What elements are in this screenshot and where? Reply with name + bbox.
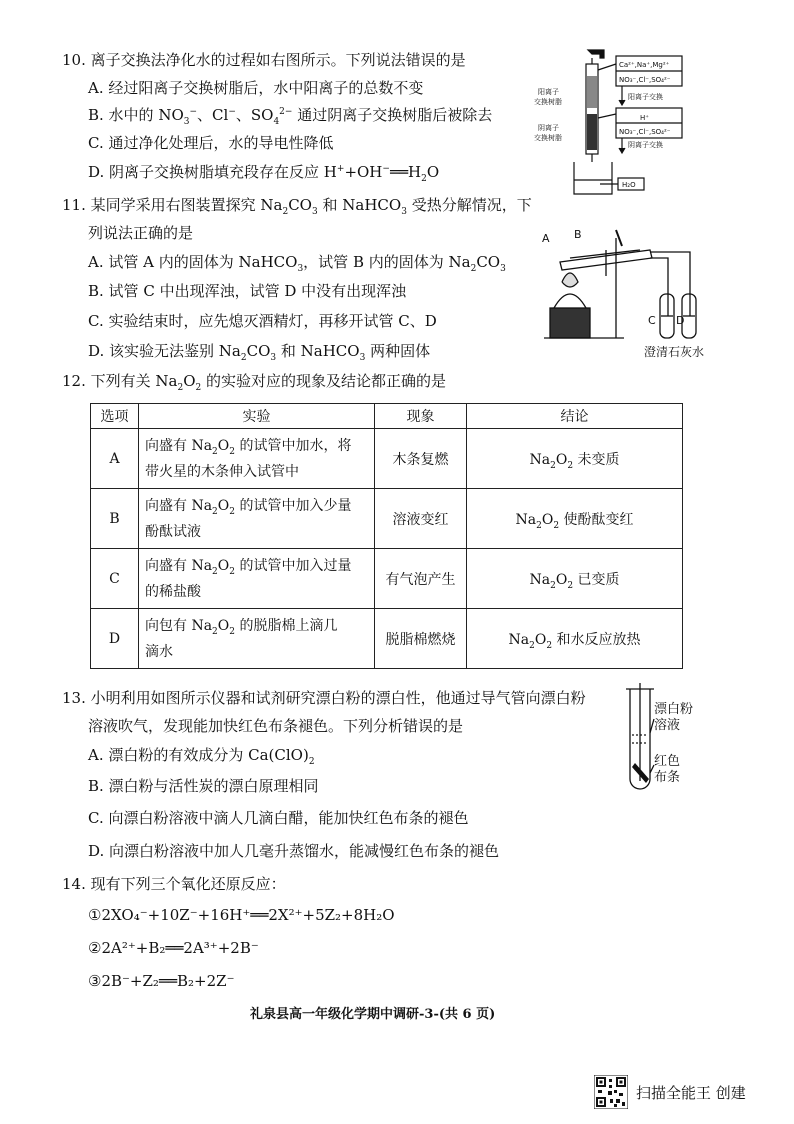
red-label: 红色 <box>654 754 681 769</box>
q13-option-c: C. 向漂白粉溶液中滴人几滴白醋，能加快红色布条的褪色 <box>88 809 469 827</box>
q11-stem-2: 列说法正确的是 <box>88 224 194 242</box>
row-conclusion: $Na_2O_2$ 和水反应放热 <box>467 609 683 669</box>
row-option: D <box>91 609 139 669</box>
anion-resin-label: 阴离子 <box>538 124 559 132</box>
q11-option-a: A. 试管 A 内的固体为 NaHCO$_3$，试管 B 内的固体为 $Na_2CO_3$ <box>88 253 506 274</box>
q13-stem-2: 溶液吹气，发现能加快红色布条褪色。下列分析错误的是 <box>88 717 464 735</box>
q10-option-a: A. 经过阳离子交换树脂后，水中阳离子的总数不变 <box>88 79 424 97</box>
box2-cation: H⁺ <box>640 114 649 122</box>
row-experiment: 向盛有 $Na_2O_2$ 的试管中加水，将 带火星的木条伸入试管中 <box>139 429 375 489</box>
q13-stem: 13. 小明利用如图所示仪器和试剂研究漂白粉的漂白性，他通过导气管向漂白粉 <box>62 689 586 707</box>
q11-option-d: D. 该实验无法鉴别 $Na_2CO_3$ 和 NaHCO$_3$ 两种固体 <box>88 342 431 363</box>
box1-anions: NO₃⁻,Cl⁻,SO₄²⁻ <box>619 76 671 84</box>
row-option: C <box>91 549 139 609</box>
label-a: A <box>542 232 550 245</box>
row-conclusion: $Na_2O_2$ 使酚酞变红 <box>467 489 683 549</box>
scanner-brand: 扫描全能王 创建 <box>636 1084 746 1102</box>
q14-stem: 14. 现有下列三个氧化还原反应： <box>62 875 286 893</box>
table-row <box>91 549 683 609</box>
q11-option-c: C. 实验结束时，应先熄灭酒精灯，再移开试管 C、D <box>88 312 437 330</box>
bleach-label: 漂白粉 <box>654 702 694 717</box>
table-row <box>91 489 683 549</box>
row-experiment: 向盛有 $Na_2O_2$ 的试管中加入少量 酚酞试液 <box>139 489 375 549</box>
q13-option-a: A. 漂白粉的有效成分为 $Ca(ClO)_2$ <box>88 746 315 767</box>
row-phenomenon: 脱脂棉燃烧 <box>375 609 467 669</box>
q14-reaction-3: ③2B⁻+Z₂══B₂+2Z⁻ <box>88 972 235 990</box>
q12-stem: 12. 下列有关 $Na_2O_2$ 的实验对应的现象及结论都正确的是 <box>62 372 447 393</box>
experiment-table <box>90 403 683 669</box>
box2-anions: NO₃⁻,Cl⁻,SO₄²⁻ <box>619 128 671 136</box>
qr-code-icon <box>594 1075 628 1109</box>
cation-resin-label-2: 交换树脂 <box>534 98 562 106</box>
row-experiment: 向盛有 $Na_2O_2$ 的试管中加入过量 的稀盐酸 <box>139 549 375 609</box>
row-conclusion: $Na_2O_2$ 未变质 <box>467 429 683 489</box>
row-phenomenon: 木条复燃 <box>375 429 467 489</box>
q10-option-c: C. 通过净化处理后，水的导电性降低 <box>88 134 334 152</box>
row-experiment: 向包有 $Na_2O_2$ 的脱脂棉上滴几 滴水 <box>139 609 375 669</box>
page-footer: 礼泉县高一年级化学期中调研-3-(共 6 页) <box>250 1007 496 1022</box>
header-option: 选项 <box>91 404 139 429</box>
table-row <box>91 609 683 669</box>
anion-resin-label-2: 交换树脂 <box>534 134 562 142</box>
q14-reaction-1: ①2XO₄⁻+10Z⁻+16H⁺══2X²⁺+5Z₂+8H₂O <box>88 906 395 924</box>
q13-option-b: B. 漂白粉与活性炭的漂白原理相同 <box>88 777 319 795</box>
anion-exchange-label: 阴离子交换 <box>628 141 663 149</box>
q11-stem: 11. 某同学采用右图装置探究 $Na_2CO_3$ 和 NaHCO$_3$ 受热分解情况，下 <box>62 196 532 217</box>
limewater-caption: 澄清石灰水 <box>644 345 705 359</box>
q10-stem: 10. 离子交换法净化水的过程如右图所示。下列说法错误的是 <box>62 51 466 69</box>
solution-label: 溶液 <box>654 718 681 733</box>
row-phenomenon: 有气泡产生 <box>375 549 467 609</box>
q10-option-d: D. 阴离子交换树脂填充段存在反应 $H^++OH^-══H_2O$ <box>88 163 440 184</box>
q11-option-b: B. 试管 C 中出现浑浊，试管 D 中没有出现浑浊 <box>88 282 407 300</box>
header-phenomenon: 现象 <box>375 404 467 429</box>
row-option: A <box>91 429 139 489</box>
header-experiment: 实验 <box>139 404 375 429</box>
label-d: D <box>676 314 685 327</box>
row-option: B <box>91 489 139 549</box>
beaker-label: H₂O <box>622 181 636 189</box>
q13-option-d: D. 向漂白粉溶液中加人几毫升蒸馏水，能减慢红色布条的褪色 <box>88 842 500 860</box>
table-row <box>91 429 683 489</box>
thermal-decomposition-diagram <box>540 224 715 364</box>
box1-cations: Ca²⁺,Na⁺,Mg²⁺ <box>619 61 670 69</box>
label-b: B <box>574 228 582 241</box>
table-header-row <box>91 404 683 429</box>
cation-exchange-label: 阳离子交换 <box>628 93 663 101</box>
row-phenomenon: 溶液变红 <box>375 489 467 549</box>
header-conclusion: 结论 <box>467 404 683 429</box>
cation-resin-label: 阳离子 <box>538 88 559 96</box>
label-c: C <box>648 314 656 327</box>
row-conclusion: $Na_2O_2$ 已变质 <box>467 549 683 609</box>
cloth-strip-label: 布条 <box>654 770 681 785</box>
ion-exchange-diagram <box>530 44 730 196</box>
q10-option-b: B. 水中的 $NO_3^-$、Cl−、$SO_4^{2-}$ 通过阴离子交换树脂后被除去 <box>88 106 493 127</box>
bleach-test-tube-diagram <box>616 683 716 803</box>
q14-reaction-2: ②2A²⁺+B₂══2A³⁺+2B⁻ <box>88 939 259 957</box>
